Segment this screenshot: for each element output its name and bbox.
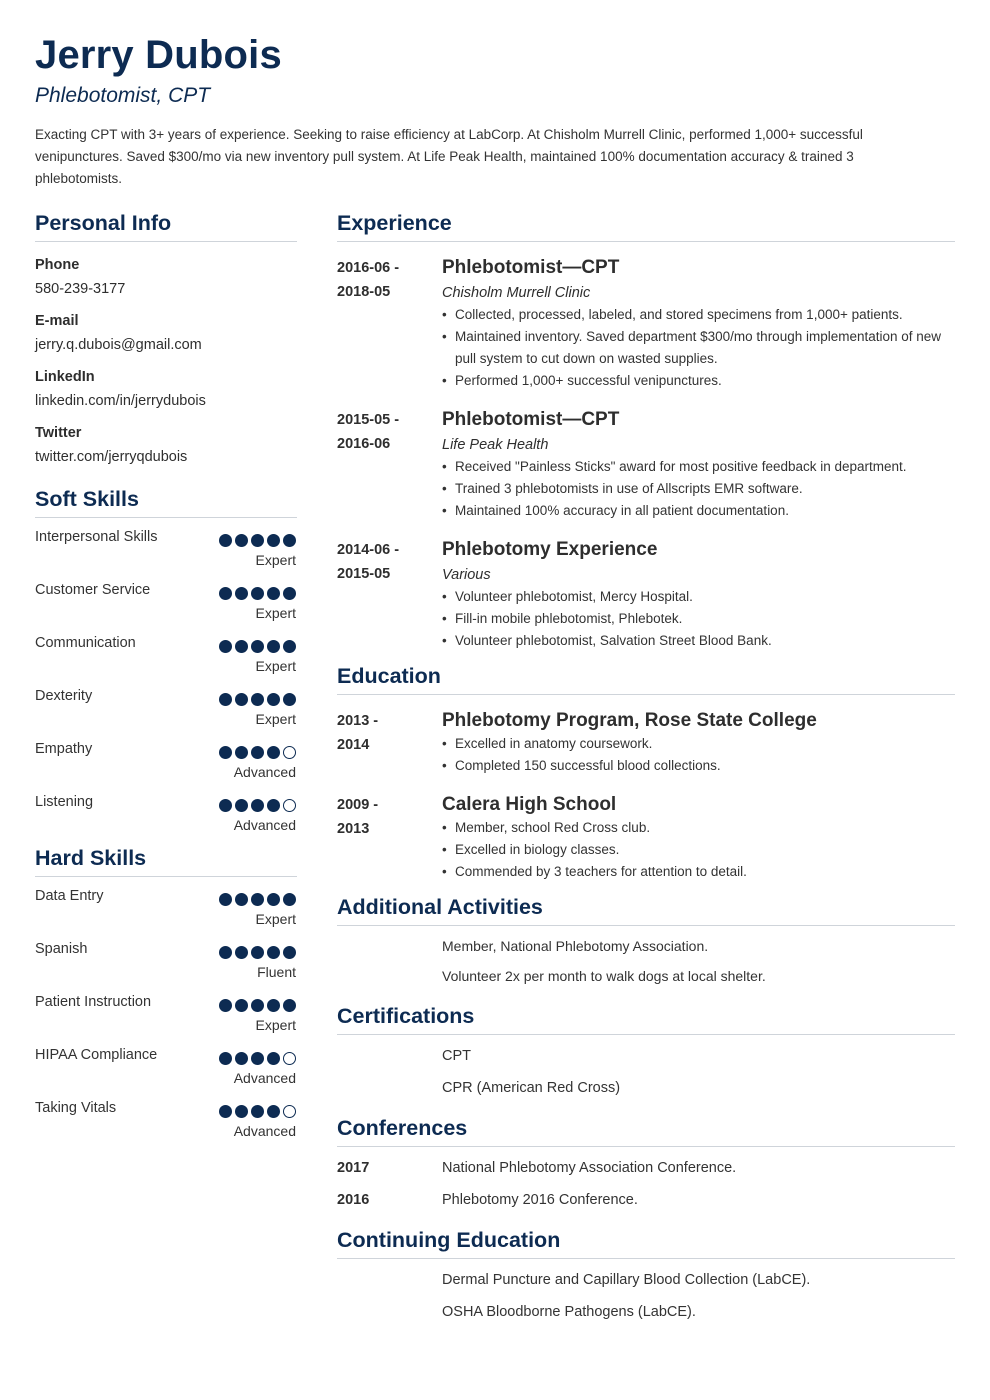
date-end: 2015-05 <box>337 566 391 582</box>
skill-item <box>35 677 297 730</box>
info-phone <box>35 253 297 309</box>
rating-dot-filled <box>219 1105 232 1118</box>
certifications-heading: Certifications <box>337 1004 955 1035</box>
skill-level: Expert <box>255 911 296 927</box>
bullet-list <box>442 733 955 777</box>
rating-dot-filled <box>267 999 280 1012</box>
phone-value: 580-239-3177 <box>35 281 126 297</box>
skill-rating <box>219 1052 296 1065</box>
rating-dot-filled <box>267 799 280 812</box>
rating-dot-filled <box>219 799 232 812</box>
rating-dot-filled <box>235 799 248 812</box>
rating-dot-empty <box>283 1105 296 1118</box>
entry-body <box>442 538 955 652</box>
skill-rating <box>219 534 296 547</box>
date-end: 2016-06 <box>337 436 391 452</box>
date-start: 2014-06 - <box>337 542 400 558</box>
rating-dot-filled <box>219 999 232 1012</box>
info-twitter <box>35 421 297 477</box>
skill-name: Data Entry <box>35 888 104 904</box>
skill-level: Expert <box>255 1017 296 1033</box>
info-label: E-mail <box>35 313 79 329</box>
rating-dot-filled <box>267 746 280 759</box>
bullet-list <box>442 304 955 392</box>
bullet-item: • Collected, processed, labeled, and stored specimens from 1,000+ patients. <box>442 304 955 326</box>
rating-dot-filled <box>267 534 280 547</box>
info-label: LinkedIn <box>35 369 95 385</box>
experience-entry <box>337 408 955 522</box>
skill-name: Empathy <box>35 741 93 757</box>
rating-dot-filled <box>267 1052 280 1065</box>
rating-dot-filled <box>283 946 296 959</box>
skill-rating <box>219 640 296 653</box>
entry-organization: Chisholm Murrell Clinic <box>442 285 591 301</box>
skill-level: Expert <box>255 658 296 674</box>
activity-item: Volunteer 2x per month to walk dogs at local shelter. <box>442 968 766 984</box>
education-heading: Education <box>337 664 955 695</box>
date-end: 2018-05 <box>337 284 391 300</box>
rating-dot-filled <box>251 693 264 706</box>
conference-year: 2016 <box>337 1192 370 1208</box>
soft-skills-heading: Soft Skills <box>35 487 297 518</box>
bullet-item: • Volunteer phlebotomist, Salvation Street Blood Bank. <box>442 630 955 652</box>
rating-dot-filled <box>267 1105 280 1118</box>
entry-date <box>337 408 432 456</box>
skill-level: Expert <box>255 552 296 568</box>
rating-dot-filled <box>235 999 248 1012</box>
skill-item <box>35 518 297 571</box>
additional-activities-heading: Additional Activities <box>337 895 955 926</box>
personal-info-heading: Personal Info <box>35 211 297 242</box>
continuing-education-heading: Continuing Education <box>337 1228 955 1259</box>
skill-rating <box>219 587 296 600</box>
info-label: Twitter <box>35 425 82 441</box>
right-column <box>337 211 955 1328</box>
conferences-heading: Conferences <box>337 1116 955 1147</box>
rating-dot-filled <box>235 693 248 706</box>
experience-entry <box>337 256 955 392</box>
education-entry <box>337 709 955 777</box>
experience-entry <box>337 538 955 652</box>
skill-name: HIPAA Compliance <box>35 1047 158 1063</box>
entry-organization: Various <box>442 567 491 583</box>
bullet-item: • Volunteer phlebotomist, Mercy Hospital. <box>442 586 955 608</box>
skill-name: Patient Instruction <box>35 994 152 1010</box>
bullet-item: • Maintained 100% accuracy in all patient documentation. <box>442 500 955 522</box>
entry-body <box>442 793 955 883</box>
skill-name: Listening <box>35 794 94 810</box>
entry-date <box>337 256 432 304</box>
course-item: Dermal Puncture and Capillary Blood Collection (LabCE). <box>442 1272 811 1288</box>
rating-dot-filled <box>283 693 296 706</box>
skill-rating <box>219 799 296 812</box>
activity-item: Member, National Phlebotomy Association. <box>442 938 709 954</box>
entry-role: Phlebotomist—CPT <box>442 409 620 430</box>
entry-organization: Life Peak Health <box>442 437 549 453</box>
rating-dot-filled <box>283 893 296 906</box>
skill-item <box>35 983 297 1036</box>
skill-level: Advanced <box>233 764 296 780</box>
skill-level: Expert <box>255 605 296 621</box>
certification-item: CPT <box>442 1048 471 1064</box>
job-title: Phlebotomist, CPT <box>35 84 211 107</box>
bullet-item: • Commended by 3 teachers for attention to detail. <box>442 861 955 883</box>
entry-role: Phlebotomy Experience <box>442 539 658 560</box>
conference-item <box>337 1192 955 1216</box>
skill-item <box>35 930 297 983</box>
soft-skills-list <box>35 518 297 836</box>
entry-body <box>442 709 955 777</box>
bullet-item: • Maintained inventory. Saved department $300/mo through implementation of new pull system to cut down on wasted supplies. <box>442 326 955 370</box>
rating-dot-filled <box>283 587 296 600</box>
rating-dot-filled <box>235 946 248 959</box>
rating-dot-empty <box>283 1052 296 1065</box>
rating-dot-filled <box>251 999 264 1012</box>
rating-dot-empty <box>283 799 296 812</box>
rating-dot-filled <box>235 893 248 906</box>
skill-name: Customer Service <box>35 582 151 598</box>
summary: Exacting CPT with 3+ years of experience. Seeking to raise efficiency at LabCorp. At Chisholm Murrell Clinic, performed 1,000+ successful venipunctures. Saved $300/mo via new inventory pull system. At Life Peak Health, maintained 100% documentation accuracy & trained 3 phlebotomists. <box>35 127 863 186</box>
rating-dot-filled <box>267 693 280 706</box>
rating-dot-filled <box>251 1052 264 1065</box>
rating-dot-filled <box>251 587 264 600</box>
skill-name: Interpersonal Skills <box>35 529 158 545</box>
date-start: 2013 - <box>337 713 379 729</box>
rating-dot-filled <box>251 746 264 759</box>
bullet-item: • Performed 1,000+ successful venipunctures. <box>442 370 955 392</box>
skill-item <box>35 877 297 930</box>
rating-dot-filled <box>251 1105 264 1118</box>
rating-dot-filled <box>219 640 232 653</box>
left-column <box>35 211 297 1142</box>
skill-item <box>35 730 297 783</box>
skill-item <box>35 1089 297 1142</box>
skill-name: Spanish <box>35 941 88 957</box>
rating-dot-filled <box>267 893 280 906</box>
bullet-item: • Completed 150 successful blood collections. <box>442 755 955 777</box>
education-entry <box>337 793 955 883</box>
skill-rating <box>219 693 296 706</box>
bullet-list <box>442 586 955 652</box>
linkedin-value: linkedin.com/in/jerrydubois <box>35 393 206 409</box>
skill-level: Advanced <box>233 1070 296 1086</box>
bullet-item: • Fill-in mobile phlebotomist, Phlebotek. <box>442 608 955 630</box>
skill-rating <box>219 893 296 906</box>
bullet-item: • Excelled in biology classes. <box>442 839 955 861</box>
rating-dot-filled <box>283 640 296 653</box>
skill-level: Expert <box>255 711 296 727</box>
conference-name: Phlebotomy 2016 Conference. <box>442 1192 638 1208</box>
skill-level: Fluent <box>257 964 296 980</box>
rating-dot-empty <box>283 746 296 759</box>
skill-name: Communication <box>35 635 136 651</box>
rating-dot-filled <box>283 999 296 1012</box>
twitter-value: twitter.com/jerryqdubois <box>35 449 188 465</box>
entry-body <box>442 256 955 392</box>
skill-item <box>35 571 297 624</box>
skill-item <box>35 624 297 677</box>
rating-dot-filled <box>267 587 280 600</box>
skill-level: Advanced <box>233 817 296 833</box>
rating-dot-filled <box>219 746 232 759</box>
skill-item <box>35 783 297 836</box>
info-linkedin <box>35 365 297 421</box>
entry-role: Calera High School <box>442 794 617 815</box>
rating-dot-filled <box>219 1052 232 1065</box>
rating-dot-filled <box>235 1105 248 1118</box>
date-end: 2014 <box>337 737 370 753</box>
email-value: jerry.q.dubois@gmail.com <box>35 337 202 353</box>
rating-dot-filled <box>219 893 232 906</box>
rating-dot-filled <box>283 534 296 547</box>
skill-rating <box>219 746 296 759</box>
rating-dot-filled <box>251 799 264 812</box>
info-email <box>35 309 297 365</box>
info-label: Phone <box>35 257 80 273</box>
date-start: 2009 - <box>337 797 379 813</box>
rating-dot-filled <box>235 1052 248 1065</box>
rating-dot-filled <box>219 587 232 600</box>
bullet-item: • Member, school Red Cross club. <box>442 817 955 839</box>
skill-level: Advanced <box>233 1123 296 1139</box>
rating-dot-filled <box>235 587 248 600</box>
date-end: 2013 <box>337 821 370 837</box>
bullet-item: • Trained 3 phlebotomists in use of Allscripts EMR software. <box>442 478 955 500</box>
skill-name: Dexterity <box>35 688 93 704</box>
hard-skills-heading: Hard Skills <box>35 846 297 877</box>
hard-skills-list <box>35 877 297 1142</box>
conference-name: National Phlebotomy Association Conference. <box>442 1160 737 1176</box>
skill-item <box>35 1036 297 1089</box>
experience-heading: Experience <box>337 211 955 242</box>
rating-dot-filled <box>235 534 248 547</box>
bullet-item: • Excelled in anatomy coursework. <box>442 733 955 755</box>
skill-rating <box>219 946 296 959</box>
bullet-list <box>442 817 955 883</box>
date-start: 2015-05 - <box>337 412 400 428</box>
conference-item <box>337 1160 955 1192</box>
rating-dot-filled <box>251 893 264 906</box>
rating-dot-filled <box>251 534 264 547</box>
conference-year: 2017 <box>337 1160 370 1176</box>
entry-date <box>337 709 432 757</box>
entry-body <box>442 408 955 522</box>
entry-role: Phlebotomy Program, Rose State College <box>442 710 817 731</box>
bullet-item: • Received "Painless Sticks" award for most positive feedback in department. <box>442 456 955 478</box>
rating-dot-filled <box>219 946 232 959</box>
certification-item: CPR (American Red Cross) <box>442 1080 621 1096</box>
date-start: 2016-06 - <box>337 260 400 276</box>
skill-name: Taking Vitals <box>35 1100 117 1116</box>
rating-dot-filled <box>235 746 248 759</box>
rating-dot-filled <box>267 640 280 653</box>
entry-date <box>337 538 432 586</box>
rating-dot-filled <box>267 946 280 959</box>
skill-rating <box>219 1105 296 1118</box>
rating-dot-filled <box>219 534 232 547</box>
rating-dot-filled <box>251 946 264 959</box>
course-item: OSHA Bloodborne Pathogens (LabCE). <box>442 1304 696 1320</box>
candidate-name: Jerry Dubois <box>35 33 282 77</box>
entry-role: Phlebotomist—CPT <box>442 257 620 278</box>
bullet-list <box>442 456 955 522</box>
skill-rating <box>219 999 296 1012</box>
rating-dot-filled <box>219 693 232 706</box>
entry-date <box>337 793 432 841</box>
rating-dot-filled <box>235 640 248 653</box>
rating-dot-filled <box>251 640 264 653</box>
